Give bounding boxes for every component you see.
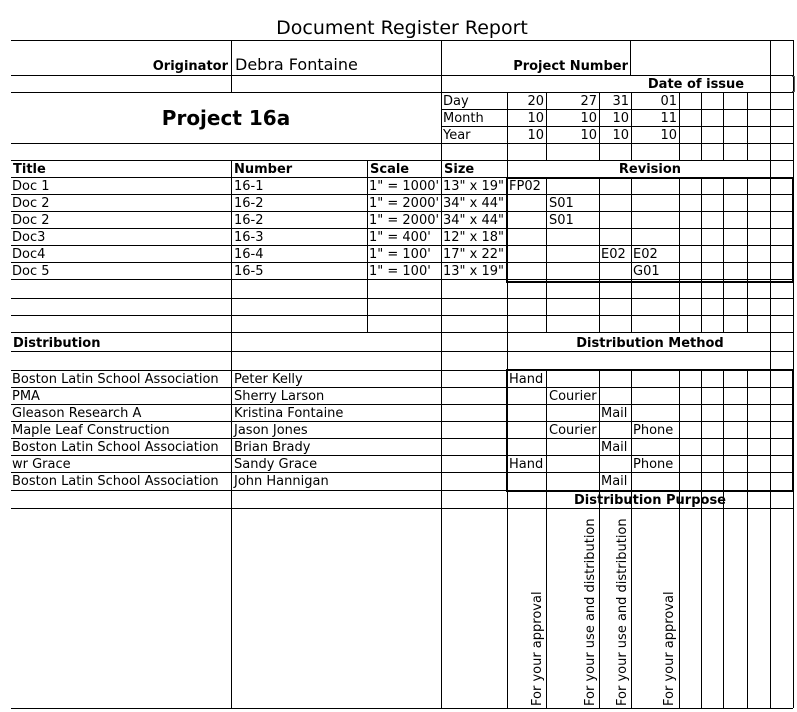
revision-cell[interactable]: E02 bbox=[633, 247, 658, 262]
date-of-issue-label: Date of issue bbox=[647, 77, 745, 92]
year-cell[interactable]: 10 bbox=[580, 128, 597, 143]
doc-size[interactable]: 12" x 18" bbox=[443, 230, 505, 245]
doc-number[interactable]: 16-1 bbox=[234, 179, 264, 194]
year-cell[interactable]: 10 bbox=[612, 128, 629, 143]
dist-person[interactable]: Jason Jones bbox=[234, 423, 308, 438]
purpose-cell[interactable]: For your use and distribution bbox=[583, 518, 598, 706]
grid-line bbox=[630, 40, 631, 75]
grid-line bbox=[631, 177, 632, 332]
project-name[interactable]: Project 16a bbox=[161, 106, 291, 130]
doc-scale[interactable]: 1" = 100' bbox=[369, 247, 431, 262]
method-cell[interactable]: Hand bbox=[509, 372, 544, 387]
method-cell[interactable]: Phone bbox=[633, 423, 674, 438]
doc-number[interactable]: 16-4 bbox=[234, 247, 264, 262]
dist-person[interactable]: Brian Brady bbox=[234, 440, 311, 455]
grid-line bbox=[11, 708, 793, 709]
col-header-revision: Revision bbox=[618, 162, 682, 177]
doc-size[interactable]: 34" x 44" bbox=[443, 196, 505, 211]
day-cell[interactable]: 01 bbox=[660, 94, 677, 109]
grid-line bbox=[631, 370, 632, 708]
year-cell[interactable]: 10 bbox=[527, 128, 544, 143]
dist-person[interactable]: John Hannigan bbox=[234, 474, 329, 489]
dist-org[interactable]: Maple Leaf Construction bbox=[12, 423, 170, 438]
grid-line bbox=[770, 40, 771, 708]
grid-line bbox=[679, 92, 680, 160]
dist-org[interactable]: Boston Latin School Association bbox=[12, 474, 219, 489]
doc-title[interactable]: Doc 2 bbox=[12, 213, 50, 228]
grid-line bbox=[793, 40, 794, 708]
grid-line bbox=[679, 370, 680, 708]
dist-org[interactable]: PMA bbox=[12, 389, 40, 404]
method-cell[interactable]: Mail bbox=[601, 406, 628, 421]
doc-size[interactable]: 34" x 44" bbox=[443, 213, 505, 228]
year-label: Year bbox=[443, 128, 471, 143]
method-cell[interactable]: Courier bbox=[549, 423, 597, 438]
grid-line bbox=[701, 92, 702, 160]
dist-org[interactable]: Boston Latin School Association bbox=[12, 372, 219, 387]
grid-line bbox=[679, 177, 680, 332]
col-header-scale: Scale bbox=[370, 162, 410, 177]
col-header-number: Number bbox=[234, 162, 293, 177]
revision-cell[interactable]: FP02 bbox=[509, 179, 541, 194]
grid-line bbox=[701, 177, 702, 332]
grid-line bbox=[723, 370, 724, 708]
dist-person[interactable]: Kristina Fontaine bbox=[234, 406, 344, 421]
doc-number[interactable]: 16-2 bbox=[234, 196, 264, 211]
grid-line bbox=[231, 160, 232, 708]
grid-line bbox=[11, 298, 793, 299]
grid-line bbox=[701, 370, 702, 708]
doc-number[interactable]: 16-5 bbox=[234, 264, 264, 279]
grid-line bbox=[11, 332, 793, 333]
grid-line bbox=[11, 315, 793, 316]
grid-line bbox=[723, 177, 724, 332]
grid-line bbox=[599, 370, 600, 708]
grid-line bbox=[11, 490, 793, 491]
doc-scale[interactable]: 1" = 1000' bbox=[369, 179, 440, 194]
grid-line bbox=[747, 177, 748, 332]
month-cell[interactable]: 10 bbox=[580, 111, 597, 126]
method-cell[interactable]: Mail bbox=[601, 440, 628, 455]
dist-org[interactable]: Gleason Research A bbox=[12, 406, 142, 421]
method-cell[interactable]: Phone bbox=[633, 457, 674, 472]
grid-line bbox=[546, 370, 547, 708]
grid-line bbox=[367, 160, 368, 332]
grid-line bbox=[507, 92, 508, 708]
col-header-title: Title bbox=[13, 162, 46, 177]
method-cell[interactable]: Hand bbox=[509, 457, 544, 472]
grid-line bbox=[546, 177, 547, 332]
doc-title[interactable]: Doc4 bbox=[12, 247, 46, 262]
report-title: Document Register Report bbox=[276, 17, 528, 39]
month-cell[interactable]: 10 bbox=[612, 111, 629, 126]
grid-line bbox=[441, 40, 442, 708]
distribution-purpose-label: Distribution Purpose bbox=[574, 493, 726, 508]
doc-scale[interactable]: 1" = 2000' bbox=[369, 196, 440, 211]
grid-line bbox=[723, 92, 724, 160]
doc-title[interactable]: Doc 5 bbox=[12, 264, 50, 279]
method-cell[interactable]: Mail bbox=[601, 474, 628, 489]
originator-value[interactable]: Debra Fontaine bbox=[235, 55, 358, 74]
day-cell[interactable]: 31 bbox=[612, 94, 629, 109]
revision-cell[interactable]: E02 bbox=[601, 247, 626, 262]
doc-size[interactable]: 13" x 19" bbox=[443, 179, 505, 194]
purpose-cell[interactable]: For your use and distribution bbox=[615, 518, 630, 706]
doc-scale[interactable]: 1" = 400' bbox=[369, 230, 431, 245]
dist-person[interactable]: Sherry Larson bbox=[234, 389, 325, 404]
grid-line bbox=[747, 370, 748, 708]
doc-size[interactable]: 17" x 22" bbox=[443, 247, 505, 262]
revision-cell[interactable]: S01 bbox=[549, 213, 574, 228]
doc-scale[interactable]: 1" = 100' bbox=[369, 264, 431, 279]
dist-person[interactable]: Sandy Grace bbox=[234, 457, 318, 472]
dist-person[interactable]: Peter Kelly bbox=[234, 372, 303, 387]
dist-org[interactable]: wr Grace bbox=[12, 457, 71, 472]
project-number-label: Project Number bbox=[513, 59, 628, 74]
grid-line bbox=[599, 177, 600, 332]
grid-line bbox=[11, 40, 793, 41]
doc-number[interactable]: 16-2 bbox=[234, 213, 264, 228]
revision-cell[interactable]: G01 bbox=[633, 264, 660, 279]
doc-size[interactable]: 13" x 19" bbox=[443, 264, 505, 279]
doc-scale[interactable]: 1" = 2000' bbox=[369, 213, 440, 228]
month-cell[interactable]: 11 bbox=[660, 111, 677, 126]
year-cell[interactable]: 10 bbox=[660, 128, 677, 143]
purpose-cell[interactable]: For your approval bbox=[530, 591, 545, 706]
purpose-cell[interactable]: For your approval bbox=[662, 591, 677, 706]
month-cell[interactable]: 10 bbox=[527, 111, 544, 126]
revision-cell[interactable]: S01 bbox=[549, 196, 574, 211]
dist-org[interactable]: Boston Latin School Association bbox=[12, 440, 219, 455]
doc-title[interactable]: Doc 1 bbox=[12, 179, 50, 194]
day-cell[interactable]: 20 bbox=[527, 94, 544, 109]
doc-title[interactable]: Doc3 bbox=[12, 230, 46, 245]
method-cell[interactable]: Courier bbox=[549, 389, 597, 404]
doc-title[interactable]: Doc 2 bbox=[12, 196, 50, 211]
originator-label: Originator bbox=[152, 59, 228, 74]
distribution-method-label: Distribution Method bbox=[576, 336, 724, 351]
doc-number[interactable]: 16-3 bbox=[234, 230, 264, 245]
day-label: Day bbox=[443, 94, 469, 109]
grid-line bbox=[231, 40, 232, 92]
month-label: Month bbox=[443, 111, 484, 126]
col-header-size: Size bbox=[444, 162, 475, 177]
day-cell[interactable]: 27 bbox=[580, 94, 597, 109]
grid-line bbox=[747, 92, 748, 160]
distribution-label: Distribution bbox=[13, 336, 101, 351]
